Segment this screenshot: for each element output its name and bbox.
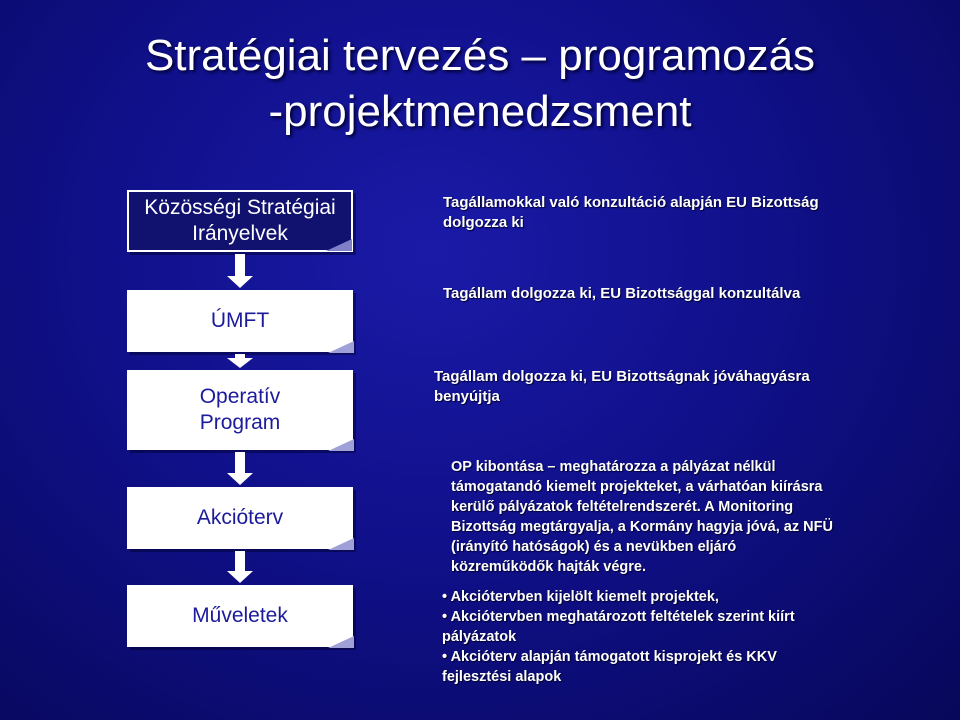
down-arrow-icon [229, 551, 251, 583]
desc2-line1: Tagállam dolgozza ki, EU Bizottsággal konzultálva [443, 285, 801, 302]
slide-title [0, 28, 960, 140]
list-item: • Akciótervben meghatározott feltételek szerint kiírt [442, 607, 902, 627]
box3-line1: Operatív [199, 385, 281, 408]
desc-akcioterv [451, 457, 921, 577]
desc-operativ-program [434, 367, 874, 407]
box-kozossegi-strategiai-iranyelvek [127, 190, 353, 252]
box2-label: ÚMFT [210, 309, 270, 332]
desc3-line1: Tagállam dolgozza ki, EU Bizottságnak jóváhagyásra [434, 368, 810, 385]
down-arrow-icon [229, 452, 251, 485]
down-arrow-icon [229, 354, 251, 368]
box4-label: Akcióterv [196, 506, 284, 529]
desc4-line: támogatandó kiemelt projekteket, a várhatóan kiírásra [451, 479, 823, 495]
desc4-line: kerülő pályázatok feltételrendszerét. A Monitoring [451, 499, 794, 515]
title-line-1: Stratégiai tervezés – programozás [144, 31, 816, 80]
box3-line2: Program [199, 411, 281, 434]
list-item-continuation: fejlesztési alapok [442, 669, 562, 685]
box-umft [127, 290, 353, 352]
desc-umft [443, 284, 883, 304]
page-fold-icon [328, 538, 354, 550]
down-arrow-icon [229, 254, 251, 288]
desc-muveletek-list [442, 587, 902, 687]
list-item-continuation: pályázatok [442, 629, 517, 645]
page-fold-icon [328, 636, 354, 648]
page-fold-icon [328, 439, 354, 451]
desc3-line2: benyújtja [434, 388, 500, 405]
title-line-2: -projektmenedzsment [268, 87, 692, 136]
desc1-line2: dolgozza ki [443, 214, 524, 231]
desc4-line: közreműködők hajták végre. [451, 559, 647, 575]
list-item: • Akcióterv alapján támogatott kisprojekt és KKV [442, 647, 902, 667]
list-item: • Akciótervben kijelölt kiemelt projektek, [442, 587, 902, 607]
desc1-line1: Tagállamokkal való konzultáció alapján EU Bizottság [443, 194, 819, 211]
desc-kozossegi [443, 193, 873, 233]
box1-line1: Közösségi Stratégiai [144, 196, 336, 219]
desc4-line: (irányító hatóságok) és a nevükben eljáró [451, 539, 737, 555]
desc4-line: OP kibontása – meghatározza a pályázat nélkül [451, 459, 776, 475]
page-fold-icon [326, 239, 352, 251]
page-fold-icon [328, 341, 354, 353]
desc4-line: Bizottság megtárgyalja, a Kormány hagyja jóvá, az NFÜ [451, 519, 833, 535]
box-operativ-program [127, 370, 353, 450]
box-muveletek [127, 585, 353, 647]
box5-label: Műveletek [192, 604, 288, 627]
box-akcioterv [127, 487, 353, 549]
box1-line2: Irányelvek [192, 222, 288, 245]
